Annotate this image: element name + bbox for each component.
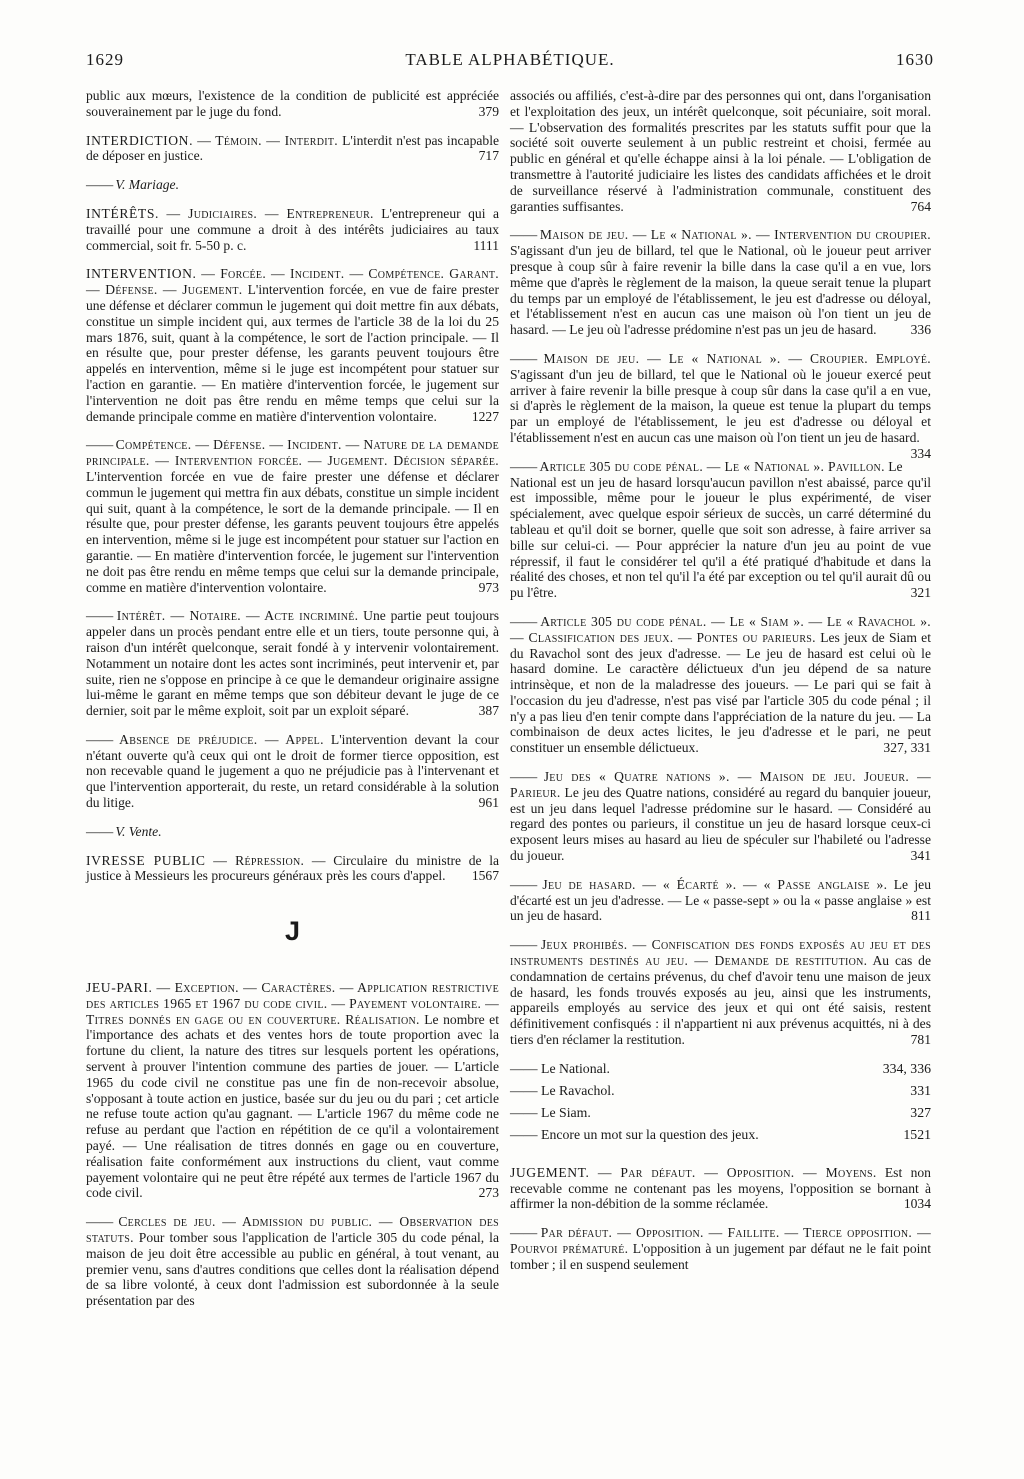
entry-jeu-de-hasard: —— Jeu de hasard. — « Écarté ». — « Passe anglaise ». Le jeu d'écarté est un jeu d'adresse. — Le « passe-sept » ou la « passe anglaise » est un jeu de hasard. 811: [510, 876, 931, 924]
entry-heading: INTERDICTION.: [86, 132, 194, 148]
left-column: [86, 88, 499, 1322]
entry-publicite: public aux mœurs, l'existence de la condition de publicité est appréciée souverainement par le juge du fond. 379: [86, 88, 499, 119]
ref-number: 273: [478, 1185, 499, 1201]
entry-article-305-siam: —— Article 305 du code pénal. — Le « Siam ». — Le « Ravachol ». — Classification des jeux. — Pontes ou parieurs. Les jeux de Siam et du Ravachol sont des jeux d'adresse. — Le jeu de hasard est celui où le hasard domine. Le caractère délictueux d'un jeu dépend de sa nature intrinsèque, et non de la maladresse des joueurs. — Le pari qui se fait à l'occasion du jeu d'adresse, n'est pas visé par l'article 305 du code pénal ; il n'y a pas lieu d'en tenir compte dans l'appréciation de la nature du jeu. — La combinaison de deux actes licites, le jeu d'adresse et le pari, ne peut constituer un ensemble délictueux. 327, 331: [510, 613, 931, 756]
ref-number: 334, 336: [882, 1060, 931, 1076]
list-item: —— Le Siam. 327: [510, 1104, 931, 1120]
ref-number: 321: [910, 585, 931, 601]
entry-cercles-de-jeu: —— Cercles de jeu. — Admission du public. — Observation des statuts. Pour tomber sous l'application de l'article 305 du code pénal, la maison de jeu doit être accessible au public en général, à tout venant, au premier venu, sans d'autres conditions que celles dont la réalisation dépend de sa libre volonté, à ceux dont l'admission est subordonnée à la seule présentation par des: [86, 1214, 499, 1309]
page-title: TABLE ALPHABÉTIQUE.: [405, 50, 615, 69]
ref-number: 1034: [903, 1196, 931, 1212]
ref-number: 781: [910, 1032, 931, 1048]
entry-intervention-interet: —— Intérêt. — Notaire. — Acte incriminé. Une partie peut toujours appeler dans un procès pendant entre elle et un tiers, toute personne qui, à raison d'un intérêt quelconque, serait fondé à y intervenir volontairement. Notamment un notaire dont les actes sont incriminés, peut intervenir et, par suite, rien ne s'oppose en principe à ce que le demandeur originaire assigne lui-même le garant en même temps que son débiteur devant le juge de ce dernier, soit par le même exploit, soit par un exploit séparé. 387: [86, 608, 500, 719]
cross-reference-list: [510, 1061, 931, 1149]
page-number-left: 1629: [86, 50, 124, 69]
entry-heading: IVRESSE PUBLIC: [86, 852, 206, 868]
entry-maison-de-jeu-croupier: —— Maison de jeu. — Le « National ». — Intervention du croupier. S'agissant d'un jeu de billard, tel que le National, où le joueur peut arriver presque à coup sûr à faire revenir la bille dans la case qu'il a en vue, lors même que d'après le règlement de la maison, la queue serait tenue la plupart du temps par un employé de l'établissement, le jeu est d'adresse ou déloyal, et l'établissement n'est en aucun cas une maison où l'on tient un jeu de hasard. — Le jeu où l'adresse prédomine n'est pas un jeu de hasard. 336: [510, 227, 931, 338]
entry-jugement: JUGEMENT. — Par défaut. — Opposition. — Moyens. Est non recevable comme ne contenant pas les moyens, l'opposition se bornant à affirmer la non-débition de la somme réclamée. 1034: [510, 1164, 931, 1212]
ref-number: 1567: [471, 868, 499, 884]
entry-cercles-continued: associés ou affiliés, c'est-à-dire par des personnes qui ont, dans l'organisation et l'exploitation des jeux, un intérêt quelconque, soit pécuniaire, soit moral. — L'observation des formalités prescrites par les statuts suffit pour que la société soit ouverte seulement à un public restreint et choisi, fermée au public en général et qu'elle échappe ainsi à la loi pénale. — L'obligation de transmettre à l'autorité judiciaire les listes des candidats affichées et le droit de surveillance réservé à l'administration communale, constituent des garanties suffisantes. 764: [510, 88, 931, 214]
ref-number: 1227: [471, 408, 499, 424]
entry-heading: INTÉRÊTS.: [86, 205, 159, 221]
page-header: [86, 50, 934, 72]
entry-interets: INTÉRÊTS. — Judiciaires. — Entrepreneur. L'entrepreneur qui a travaillé pour une commune a droit à des intérêts judiciaires au taux commercial, soit fr. 5-50 p. c. 1111: [86, 205, 499, 253]
entry-heading: INTERVENTION.: [86, 266, 197, 282]
ref-number: 1111: [473, 237, 499, 253]
list-item: —— Le Ravachol. 331: [510, 1082, 931, 1098]
ref-number: 379: [478, 103, 499, 119]
entry-intervention-appel: —— Absence de préjudice. — Appel. L'intervention devant la cour n'étant ouverte qu'à ceux qui ont le droit de former tierce opposition, est non recevable quand le jugement a quo ne préjudicie pas à l'intervenant et que l'intervention apporterait, du reste, un retard considérable à la solution du litige. 961: [86, 731, 499, 811]
entry-heading: JUGEMENT.: [510, 1164, 590, 1180]
ref-number: 1521: [903, 1126, 931, 1142]
entry-intervention: INTERVENTION. — Forcée. — Incident. — Compétence. Garant. — Défense. — Jugement. L'intervention forcée, en vue de faire prester une défense et déclarer commun le jugement qui doit mettre fin aux débats, constitue un simple incident qui, aux termes de l'article 38 de la loi du 25 mars 1876, suit, quant à la compétence, le sort de l'action principale. — Il en résulte que, pour prester défense, les garants peuvent toujours être appelés en intervention, même si le juge est incompétent pour statuer sur l'action en garantie. — En matière d'intervention forcée, le jugement sur l'intervention ne doit pas être rendu en même temps que celui sur la demande principale comme en matière d'intervention volontaire. 1227: [86, 266, 499, 424]
entry-quatre-nations: —— Jeu des « Quatre nations ». — Maison de jeu. Joueur. — Parieur. Le jeu des Quatre nations, considéré au regard du banquier joueur, est un jeu dans lequel l'adresse prédomine sur le hasard. — Considéré au regard des pontes ou parieurs, il constitue un jeu de hasard lorsque ceux-ci exposent leurs mises au hasard au lieu de spéculer sur l'habileté ou l'adresse du joueur. 341: [510, 769, 931, 864]
entry-heading: JEU-PARI.: [86, 980, 153, 996]
right-column: [510, 88, 931, 1286]
ref-number: 334: [910, 445, 931, 461]
ref-number: 327, 331: [883, 740, 931, 756]
entry-intervention-competence: —— Compétence. — Défense. — Incident. — Nature de la demande principale. — Intervention forcée. — Jugement. Décision séparée. L'intervention forcée en vue de faire prester une défense et déclarer commun le jugement qui mettra fin aux débats, constitue un simple incident qui suit, quant à la compétence, le sort de la demande principale. — Il en résulte que, pour prester défense, les garants peuvent toujours être appelés en intervention, même si le juge est incompétent pour statuer sur l'action en garantie. — En matière d'intervention forcée, le jugement sur l'intervention ne doit pas être rendu en même temps que celui sur la demande principale, comme en matière d'intervention volontaire. 973: [86, 437, 500, 595]
entry-see-vente: —— V. Vente.: [86, 823, 162, 839]
ref-number: 764: [910, 198, 931, 214]
ref-number: 331: [910, 1082, 931, 1098]
entry-jugement-faillite: —— Par défaut. — Opposition. — Faillite. — Tierce opposition. — Pourvoi prématuré. L'opposition à un jugement par défaut ne le fait point tomber ; il en suspend seulement: [510, 1225, 931, 1272]
list-item: —— Encore un mot sur la question des jeux. 1521: [510, 1126, 931, 1142]
entry-maison-de-jeu-employe: —— Maison de jeu. — Le « National ». — Croupier. Employé. S'agissant d'un jeu de billard, tel que le National où le joueur exercé peut arriver à faire revenir la bille presque à coup sûr dans la case qu'il a en vue, si d'après le règlement de la maison, la queue est tenue la plupart du temps par un employé de l'établissement, le jeu est d'adresse ou déloyal et l'établissement n'est en aucun cas une maison où l'on tient un jeu de hasard. 334: [510, 350, 931, 461]
ref-number: 341: [910, 848, 931, 864]
entry-jeu-pari: JEU-PARI. — Exception. — Caractères. — Application restrictive des articles 1965 et 1967 du code civil. — Payement volontaire. — Titres donnés en gage ou en couverture. Réalisation. Le nombre et l'importance des achats et des ventes hors de toute proportion avec la fortune du client, la nature des titres sur lesquels portent les opérations, servent à prouver l'intention commune des parties de jouer. — L'article 1965 du code civil ne constitue pas une fin de non-recevoir absolue, s'opposant à toute action en justice, basée sur du jeu ou du pari ; cet article ne refuse toute action qu'au gagnant. — L'article 1967 du même code ne refuse au perdant que l'action en répétition de ce qu'il a volontairement payé. — Une réalisation de titres donnés en gage ou en couverture, réalisation faite conformément aux instructions du client, vaut comme payement volontaire qui ne peut être répété aux termes de l'article 1967 du code civil. 273: [86, 980, 500, 1201]
ref-number: 336: [910, 322, 931, 338]
entry-article-305-pavillon: —— Article 305 du code pénal. — Le « National ». Pavillon. Le National est un jeu de hasard lorsqu'aucun pavillon n'est abaissé, parce qu'il est impossible, même pour le joueur le plus expérimenté, de viser spécialement, avec quelque espoir sérieux de succès, un carré déterminé du tableau et qu'il doit se borner, quelle que soit son adresse, à faire arriver sa bille sur celui-ci. — Pour apprécier la nature d'un jeu au point de vue répressif, il faut le considérer tel qu'il a été pratiqué d'habitude et dans la réalité des choses, et non tel qu'il l'a été par exception ou tel qu'il aurait dû ou pu l'être. 321: [510, 458, 931, 601]
list-item: —— Le National. 334, 336: [510, 1060, 931, 1076]
ref-number: 961: [478, 795, 499, 811]
ref-number: 973: [478, 579, 499, 595]
ref-number: 717: [478, 148, 499, 164]
page-number-right: 1630: [896, 50, 934, 69]
ref-number: 327: [910, 1104, 931, 1120]
ref-number: 387: [478, 703, 499, 719]
entry-interdiction: INTERDICTION. — Témoin. — Interdit. L'interdit n'est pas incapable de déposer en justice. 717: [86, 132, 500, 164]
entry-see-mariage: —— V. Mariage.: [86, 177, 179, 193]
entry-ivresse: IVRESSE PUBLIC — Répression. — Circulaire du ministre de la justice à Messieurs les procureurs généraux près les cours d'appel. 1567: [86, 852, 500, 884]
ref-number: 811: [911, 908, 931, 924]
entry-jeux-prohibes: —— Jeux prohibés. — Confiscation des fonds exposés au jeu et des instruments destinés au jeu. — Demande de restitution. Au cas de condamnation de certains prévenus, du chef d'avoir tenu une maison de jeux de hasard, les fonds trouvés exposés au jeu, ainsi que les instruments, appareils employés au service des jeux et qui ont été saisis, restent définitivement confisqués : il n'appartient ni aux prévenus acquittés, ni à des tiers d'en réclamer la restitution. 781: [510, 937, 931, 1048]
section-letter: J: [284, 916, 301, 947]
